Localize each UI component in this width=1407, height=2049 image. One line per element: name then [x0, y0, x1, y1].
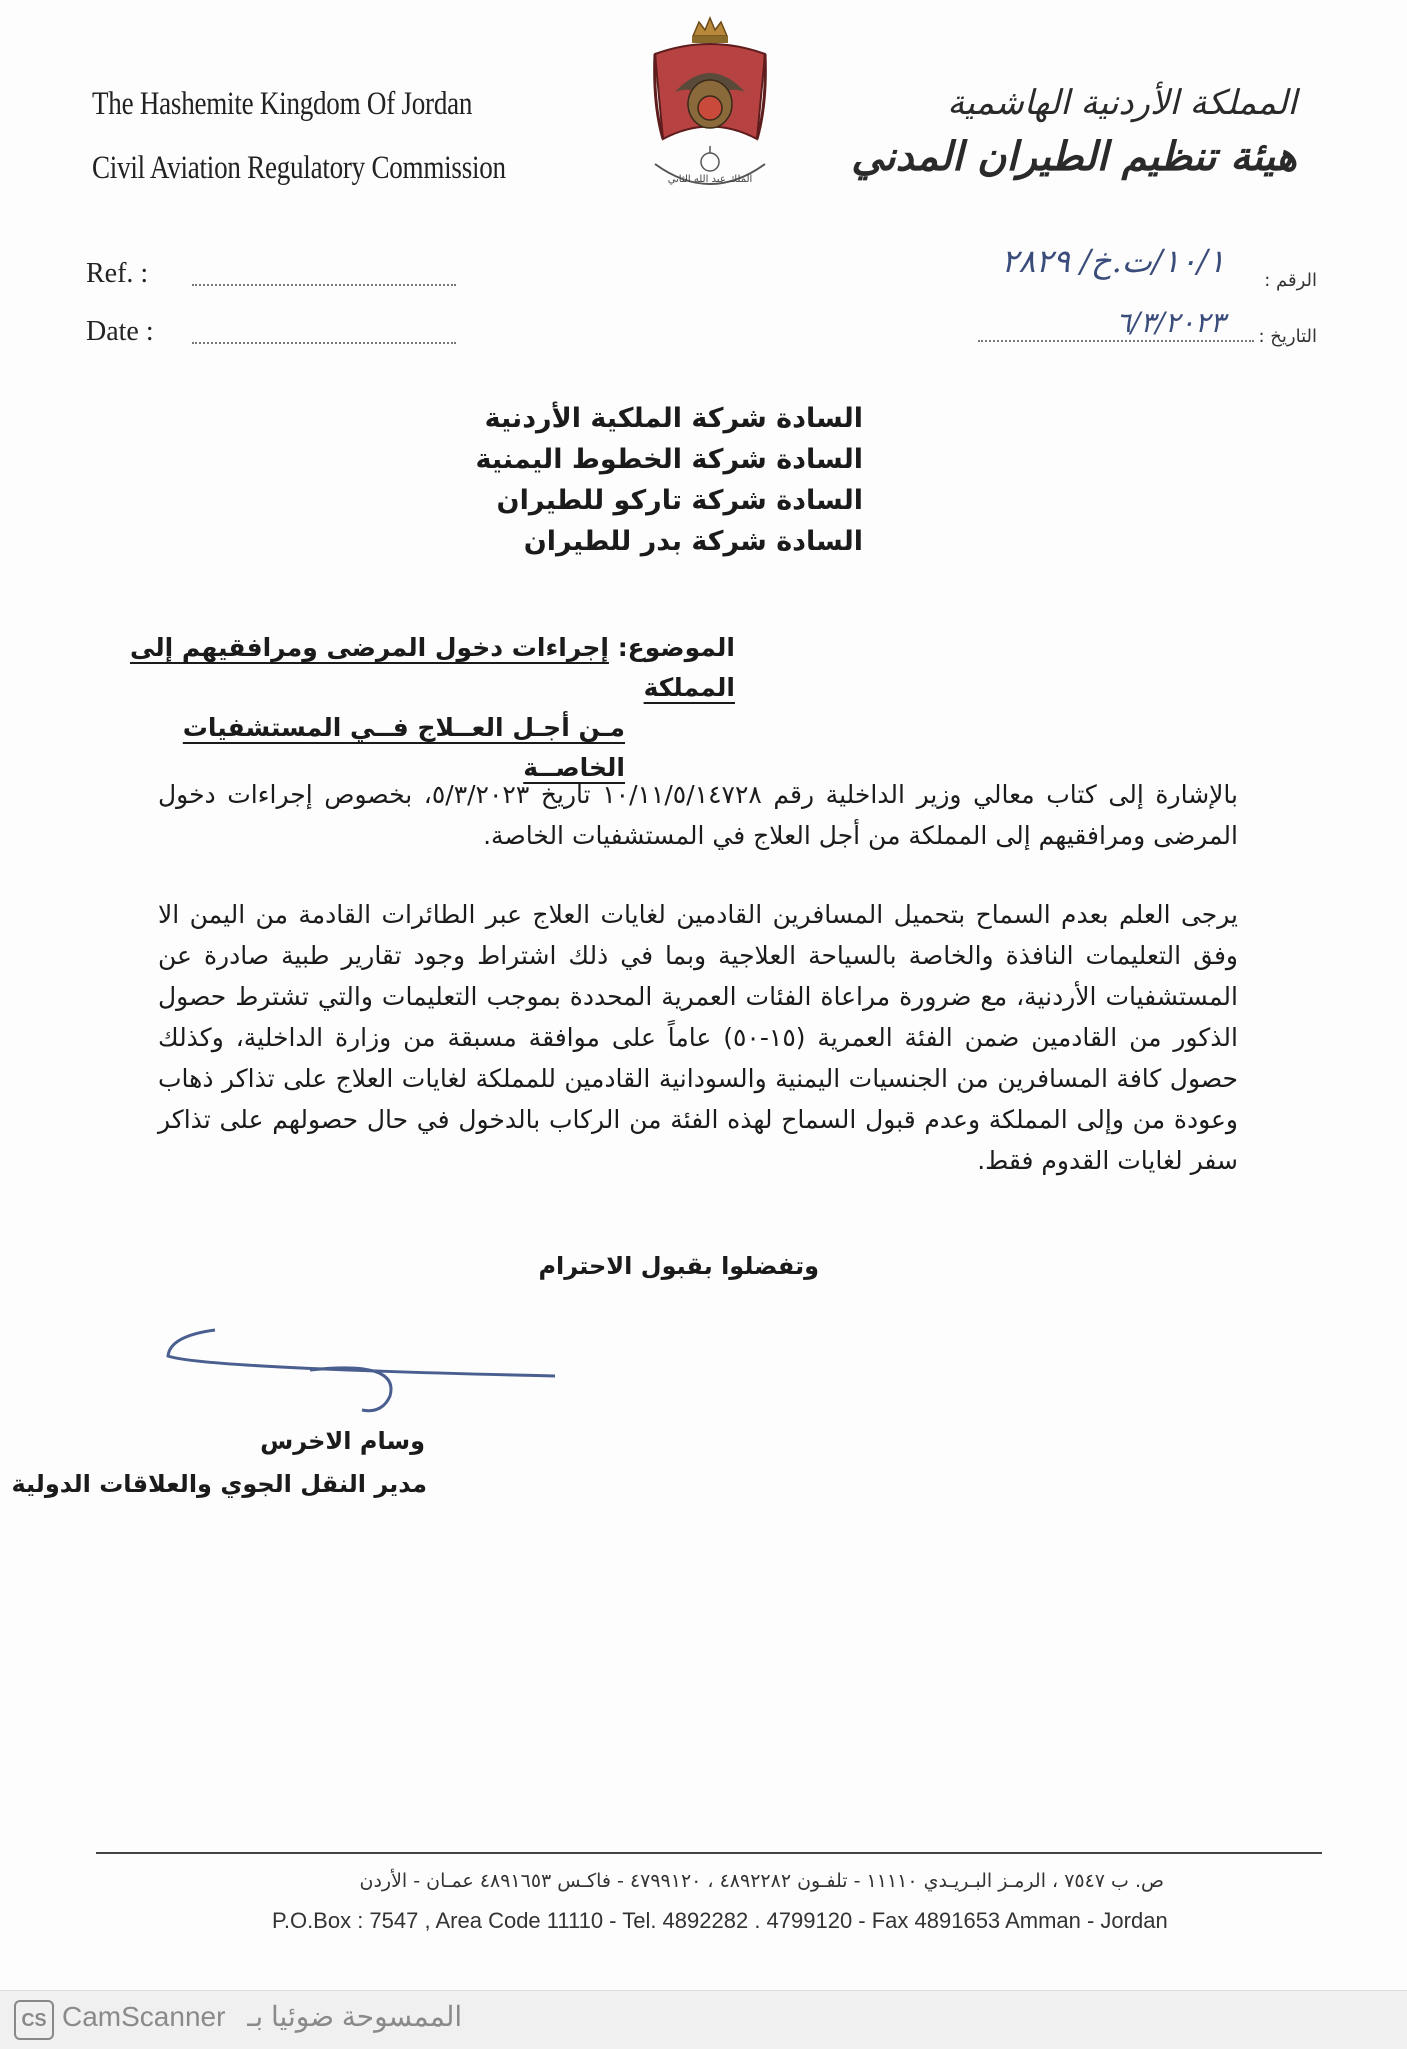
- header-english: [92, 72, 506, 200]
- footer-address-ar: ص. ب ٧٥٤٧ ، الرمـز البـريـدي ١١١١٠ - تلفـون ٤٨٩٢٢٨٢ ، ٤٧٩٩١٢٠ - فاكـس ٤٨٩١٦٥٣ عمـان - الأردن: [359, 1870, 1164, 1892]
- header-kingdom-en: The Hashemite Kingdom Of Jordan: [92, 86, 473, 122]
- body-paragraph-1: بالإشارة إلى كتاب معالي وزير الداخلية رقم ١٠/١١/٥/١٤٧٢٨ تاريخ ٥/٣/٢٠٢٣، بخصوص إجراءات دخول المرضى ومرافقيهم إلى المملكة من أجل العلاج في المستشفيات الخاصة.: [158, 780, 1239, 850]
- date-label-ar: التاريخ :: [1258, 326, 1317, 347]
- ref-label: Ref. :: [86, 258, 149, 289]
- header-commission-ar: هيئة تنظيم الطيران المدني: [851, 133, 1297, 180]
- camscanner-logo-icon: CS: [14, 2000, 54, 2040]
- camscanner-caption-ar: الممسوحة ضوئيا بـ: [247, 2001, 463, 2032]
- addressee-item: السادة شركة الملكية الأردنية: [484, 403, 863, 434]
- date-value: ٦/٣/٢٠٢٣: [1115, 306, 1225, 339]
- header-arabic: [851, 78, 1297, 186]
- header-commission-en: Civil Aviation Regulatory Commission: [92, 150, 506, 186]
- date-dotted-line: [192, 342, 456, 344]
- body-paragraph-2: يرجى العلم بعدم السماح بتحميل المسافرين القادمين لغايات العلاج عبر الطائرات القادمة من اليمن الا وفق التعليمات النافذة والخاصة بالسياحة العلاجية وبما في ذلك اشتراط وجود تقارير طبية صادرة عن المستشفيات الأردنية، مع ضرورة مراعاة الفئات العمرية المحددة بموجب التعليمات والتي تشترط حصول الذكور من القادمين ضمن الفئة العمرية (١٥-٥٠) عاماً على موافقة مسبقة من وزارة الداخلية، وكذلك حصول كافة المسافرين من الجنسيات اليمنية والسودانية القادمين للمملكة لغايات العلاج على تذاكر ذهاب وعودة من وإلى المملكة وعدم قبول السماح لهذه الفئة من الركاب بالدخول في حال حصولهم على تذاكر سفر لغايات القدوم فقط.: [158, 900, 1238, 1175]
- date-dotted-line-ar: [978, 340, 1254, 342]
- signatory-block: [0, 1420, 427, 1506]
- subject-line-1: إجراءات دخول المرضى ومرافقيهم إلى المملكة: [129, 633, 735, 702]
- camscanner-app-name: CamScanner: [62, 2001, 226, 2032]
- signatory-title: مدير النقل الجوي والعلاقات الدولية: [11, 1470, 427, 1498]
- subject-label: الموضوع:: [617, 633, 735, 662]
- addressee-item: السادة شركة تاركو للطيران: [496, 485, 863, 516]
- closing-line: وتفضلوا بقبول الاحترام: [538, 1252, 819, 1280]
- ref-number-value: ١٠/١/ت.خ/ ٢٨٢٩: [1001, 242, 1225, 280]
- ref-label-ar: الرقم :: [1264, 270, 1317, 291]
- handwritten-signature: [160, 1318, 560, 1428]
- addressee-item: السادة شركة بدر للطيران: [523, 526, 863, 557]
- footer-divider: [96, 1852, 1322, 1854]
- signatory-name: وسام الاخرس: [260, 1427, 425, 1455]
- footer-address-en: P.O.Box : 7547 , Area Code 11110 - Tel. 4892282 . 4799120 - Fax 4891653 Amman - Jordan: [272, 1908, 1168, 1933]
- header-kingdom-ar: المملكة الأردنية الهاشمية: [947, 83, 1297, 123]
- coat-of-arms-emblem: [635, 14, 785, 214]
- addressee-item: السادة شركة الخطوط اليمنية: [475, 444, 863, 475]
- addressee-list: [263, 398, 863, 562]
- emblem-motto: الملك عبد الله الثاني: [667, 174, 753, 185]
- subject-block: [115, 628, 735, 788]
- subject-line-2: مـن أجـل العــلاج فــي المستشفيات الخاصــة: [182, 713, 625, 782]
- ref-dotted-line: [192, 284, 456, 286]
- camscanner-watermark: [62, 2000, 462, 2033]
- date-label: Date :: [86, 316, 154, 347]
